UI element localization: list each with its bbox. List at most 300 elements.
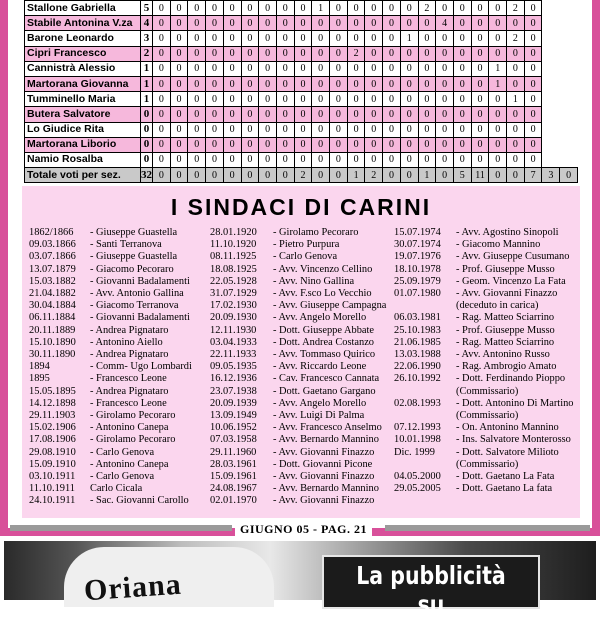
section-vote: 0 bbox=[418, 137, 436, 152]
mayor-name: - Avv. Bernardo Mannino bbox=[273, 434, 379, 446]
advert-brand: Oriana bbox=[82, 567, 183, 608]
section-vote: 0 bbox=[436, 152, 454, 167]
section-vote: 2 bbox=[294, 168, 312, 183]
mayor-name: (Commissario) bbox=[456, 458, 519, 470]
section-vote: 0 bbox=[188, 46, 206, 61]
section-vote: 0 bbox=[206, 168, 224, 183]
section-vote: 0 bbox=[347, 31, 365, 46]
advert-banner bbox=[4, 541, 596, 619]
section-vote: 0 bbox=[223, 168, 241, 183]
mayor-entry bbox=[210, 337, 386, 349]
mayors-column-3 bbox=[394, 227, 573, 495]
mayor-entry bbox=[29, 239, 192, 251]
section-vote: 0 bbox=[330, 152, 348, 167]
section-vote: 1 bbox=[489, 61, 507, 76]
section-vote: 0 bbox=[294, 137, 312, 152]
section-vote: 5 bbox=[453, 168, 471, 183]
mayor-date: 15.10.1890 bbox=[29, 336, 76, 348]
votes-row bbox=[25, 92, 578, 107]
mayor-name: - On. Antonino Mannino bbox=[456, 422, 559, 434]
mayor-name: - Antonino Aiello bbox=[90, 336, 163, 348]
section-vote: 0 bbox=[453, 122, 471, 137]
section-vote: 0 bbox=[259, 168, 277, 183]
mayor-entry bbox=[210, 227, 386, 239]
section-vote: 11 bbox=[471, 168, 489, 183]
section-vote: 0 bbox=[365, 137, 383, 152]
mayor-name: - Avv. Giuseppe Cusumano bbox=[456, 251, 570, 263]
mayor-date: 17.02.1930 bbox=[210, 300, 257, 312]
section-vote: 0 bbox=[170, 31, 188, 46]
section-vote: 0 bbox=[170, 137, 188, 152]
mayor-name: (Commissario) bbox=[456, 385, 519, 397]
section-vote: 0 bbox=[330, 107, 348, 122]
section-vote: 0 bbox=[276, 152, 294, 167]
section-vote: 0 bbox=[259, 31, 277, 46]
section-vote: 0 bbox=[507, 16, 525, 31]
section-vote: 0 bbox=[330, 46, 348, 61]
mayor-date: 26.10.1992 bbox=[394, 373, 441, 385]
section-vote: 0 bbox=[312, 46, 330, 61]
mayor-name: - Rag. Matteo Sciarrino bbox=[456, 336, 555, 348]
section-vote: 0 bbox=[365, 31, 383, 46]
mayor-entry bbox=[394, 264, 573, 276]
section-vote: 0 bbox=[188, 16, 206, 31]
section-vote: 0 bbox=[471, 61, 489, 76]
mayor-date: 08.11.1925 bbox=[210, 251, 257, 263]
votes-row bbox=[25, 152, 578, 167]
mayor-entry bbox=[394, 337, 573, 349]
section-vote: 0 bbox=[312, 152, 330, 167]
section-vote: 0 bbox=[223, 46, 241, 61]
mayor-entry bbox=[394, 239, 573, 251]
section-vote: 0 bbox=[400, 168, 418, 183]
section-vote: 0 bbox=[471, 152, 489, 167]
section-vote: 0 bbox=[365, 1, 383, 16]
section-vote: 0 bbox=[489, 137, 507, 152]
mayor-date: 15.07.1974 bbox=[394, 227, 441, 238]
section-vote: 0 bbox=[400, 46, 418, 61]
section-vote: 0 bbox=[453, 16, 471, 31]
section-vote: 0 bbox=[170, 107, 188, 122]
mayor-entry bbox=[29, 483, 192, 495]
mayor-entry bbox=[394, 410, 573, 422]
mayor-entry bbox=[29, 325, 192, 337]
mayor-entry bbox=[210, 300, 386, 312]
mayor-date: 10.01.1998 bbox=[394, 434, 441, 446]
section-vote: 0 bbox=[276, 76, 294, 91]
candidate-total: 2 bbox=[141, 46, 153, 61]
section-vote: 0 bbox=[383, 92, 401, 107]
section-vote: 0 bbox=[312, 107, 330, 122]
mayor-name: - Prof. Giuseppe Musso bbox=[456, 263, 555, 275]
section-vote: 0 bbox=[276, 137, 294, 152]
mayor-entry bbox=[394, 361, 573, 373]
section-vote: 0 bbox=[153, 152, 171, 167]
section-vote: 0 bbox=[170, 61, 188, 76]
section-vote: 0 bbox=[153, 92, 171, 107]
mayor-date: 1862/1866 bbox=[29, 227, 74, 238]
mayor-name: - Avv. Bernardo Mannino bbox=[273, 483, 379, 495]
mayor-date: 17.08.1906 bbox=[29, 434, 76, 446]
mayor-date: 07.12.1993 bbox=[394, 422, 441, 434]
mayor-date: 22.11.1933 bbox=[210, 349, 257, 361]
mayor-entry bbox=[210, 373, 386, 385]
section-vote: 0 bbox=[489, 1, 507, 16]
mayor-date: 01.07.1980 bbox=[394, 288, 441, 300]
mayor-entry bbox=[394, 312, 573, 324]
mayor-date: 13.09.1949 bbox=[210, 410, 257, 422]
section-vote: 0 bbox=[153, 31, 171, 46]
mayor-entry bbox=[29, 361, 192, 373]
section-vote: 0 bbox=[383, 122, 401, 137]
section-vote: 0 bbox=[400, 92, 418, 107]
candidate-name: Butera Salvatore bbox=[25, 107, 141, 122]
candidate-total: 4 bbox=[141, 16, 153, 31]
mayor-entry bbox=[394, 251, 573, 263]
section-vote: 0 bbox=[471, 46, 489, 61]
mayor-name: - Prof. Giuseppe Musso bbox=[456, 324, 555, 336]
section-vote: 0 bbox=[276, 168, 294, 183]
mayor-entry bbox=[210, 398, 386, 410]
section-vote: 0 bbox=[489, 152, 507, 167]
section-vote: 0 bbox=[507, 76, 525, 91]
section-vote: 0 bbox=[330, 92, 348, 107]
section-vote: 0 bbox=[524, 46, 542, 61]
section-vote: 0 bbox=[453, 61, 471, 76]
section-vote: 0 bbox=[153, 137, 171, 152]
mayor-date: 02.08.1993 bbox=[394, 397, 441, 409]
mayor-date: 20.11.1889 bbox=[29, 324, 76, 336]
mayor-name: - Dott. Andrea Costanzo bbox=[273, 336, 374, 348]
section-vote: 0 bbox=[294, 92, 312, 107]
mayor-name: - Avv. Luigi Di Palma bbox=[273, 410, 365, 422]
candidate-total: 1 bbox=[141, 76, 153, 91]
candidate-total: 3 bbox=[141, 31, 153, 46]
mayor-name: - Dott. Antonino Di Martino bbox=[456, 397, 574, 409]
mayor-entry bbox=[29, 276, 192, 288]
section-vote: 0 bbox=[400, 122, 418, 137]
mayor-date: 22.05.1928 bbox=[210, 275, 257, 287]
section-vote: 0 bbox=[418, 122, 436, 137]
mayor-name: - Avv. Giovanni Finazzo bbox=[273, 471, 375, 483]
mayor-name: - Sac. Giovanni Carollo bbox=[90, 495, 189, 507]
section-vote: 0 bbox=[365, 92, 383, 107]
mayor-entry bbox=[29, 422, 192, 434]
mayor-name: - Giovanni Badalamenti bbox=[90, 275, 190, 287]
mayor-entry bbox=[29, 434, 192, 446]
mayor-date: 03.10.1911 bbox=[29, 471, 76, 483]
section-vote: 0 bbox=[223, 152, 241, 167]
section-vote: 0 bbox=[436, 61, 454, 76]
mayor-date: 15.05.1895 bbox=[29, 385, 76, 397]
mayor-name: - Santi Terranova bbox=[90, 239, 162, 251]
mayor-name: - Francesco Leone bbox=[90, 373, 167, 385]
candidate-name: Martorana Giovanna bbox=[25, 76, 141, 91]
section-vote: 0 bbox=[383, 152, 401, 167]
section-vote: 0 bbox=[365, 152, 383, 167]
section-vote: 0 bbox=[170, 168, 188, 183]
mayor-name: - Girolamo Pecoraro bbox=[273, 227, 359, 238]
mayor-entry bbox=[210, 276, 386, 288]
section-vote: 0 bbox=[206, 122, 224, 137]
mayor-date bbox=[394, 386, 456, 398]
section-vote: 0 bbox=[241, 1, 259, 16]
mayor-entry bbox=[394, 447, 573, 459]
section-vote: 0 bbox=[153, 1, 171, 16]
candidate-name: Namio Rosalba bbox=[25, 152, 141, 167]
mayor-name: - Carlo Genova bbox=[273, 251, 338, 263]
section-vote: 0 bbox=[436, 107, 454, 122]
section-vote: 0 bbox=[507, 168, 525, 183]
section-vote: 0 bbox=[489, 31, 507, 46]
section-vote: 4 bbox=[436, 16, 454, 31]
section-vote: 0 bbox=[471, 1, 489, 16]
section-vote: 0 bbox=[223, 61, 241, 76]
section-vote: 0 bbox=[453, 92, 471, 107]
section-vote: 0 bbox=[418, 76, 436, 91]
candidate-name: Lo Giudice Rita bbox=[25, 122, 141, 137]
mayor-date bbox=[394, 459, 456, 471]
mayor-name: - Dott. Gaetano La fata bbox=[456, 483, 553, 495]
section-vote: 0 bbox=[206, 16, 224, 31]
section-vote: 0 bbox=[241, 46, 259, 61]
section-vote: 0 bbox=[471, 92, 489, 107]
section-vote: 0 bbox=[347, 92, 365, 107]
mayor-name: - Avv. F.sco Lo Vecchio bbox=[273, 288, 372, 300]
section-vote: 0 bbox=[276, 92, 294, 107]
mayor-entry bbox=[210, 459, 386, 471]
section-vote: 1 bbox=[489, 76, 507, 91]
section-vote: 0 bbox=[241, 61, 259, 76]
mayor-date: 25.10.1983 bbox=[394, 324, 441, 336]
candidate-name: Barone Leonardo bbox=[25, 31, 141, 46]
mayor-date: 15.02.1906 bbox=[29, 422, 76, 434]
mayor-entry bbox=[394, 434, 573, 446]
section-vote: 0 bbox=[188, 122, 206, 137]
mayor-entry bbox=[29, 251, 192, 263]
candidate-name: Cannistrà Alessio bbox=[25, 61, 141, 76]
mayor-entry bbox=[210, 471, 386, 483]
votes-row bbox=[25, 137, 578, 152]
mayor-name: - Antonino Canepa bbox=[90, 422, 169, 434]
mayor-entry bbox=[29, 300, 192, 312]
section-vote: 0 bbox=[507, 46, 525, 61]
mayor-name: - Giuseppe Guastella bbox=[90, 227, 178, 238]
mayor-date: 18.08.1925 bbox=[210, 263, 257, 275]
mayor-name: - Dott. Gaetano Gargano bbox=[273, 385, 376, 397]
mayor-name: (deceduto in carica) bbox=[456, 300, 539, 312]
section-vote: 0 bbox=[170, 152, 188, 167]
section-vote: 0 bbox=[153, 16, 171, 31]
section-vote: 0 bbox=[188, 1, 206, 16]
mayor-name: - Rag. Matteo Sciarrino bbox=[456, 312, 555, 324]
section-vote: 0 bbox=[524, 152, 542, 167]
section-vote: 0 bbox=[436, 137, 454, 152]
mayor-date: 15.09.1961 bbox=[210, 471, 257, 483]
section-vote: 0 bbox=[206, 92, 224, 107]
mayor-date: 29.11.1960 bbox=[210, 446, 257, 458]
mayor-entry bbox=[210, 422, 386, 434]
mayor-entry bbox=[210, 410, 386, 422]
section-vote: 0 bbox=[223, 1, 241, 16]
section-vote: 2 bbox=[418, 1, 436, 16]
mayor-date: 30.11.1890 bbox=[29, 349, 76, 361]
section-vote: 0 bbox=[312, 61, 330, 76]
section-vote: 0 bbox=[153, 168, 171, 183]
section-vote: 0 bbox=[400, 152, 418, 167]
section-vote: 0 bbox=[436, 1, 454, 16]
section-vote: 0 bbox=[170, 122, 188, 137]
section-vote: 0 bbox=[259, 76, 277, 91]
candidate-total: 0 bbox=[141, 107, 153, 122]
section-vote: 0 bbox=[241, 76, 259, 91]
section-vote: 0 bbox=[471, 137, 489, 152]
mayor-date: 31.07.1929 bbox=[210, 288, 257, 300]
section-vote: 0 bbox=[206, 137, 224, 152]
section-vote: 0 bbox=[418, 46, 436, 61]
mayor-name: - Dott. Ferdinando Pioppo bbox=[456, 373, 566, 385]
section-vote: 0 bbox=[188, 76, 206, 91]
section-vote: 0 bbox=[347, 122, 365, 137]
mayor-date: 22.06.1990 bbox=[394, 361, 441, 373]
section-vote: 0 bbox=[383, 107, 401, 122]
candidate-total: 0 bbox=[141, 137, 153, 152]
section-vote: 0 bbox=[418, 107, 436, 122]
mayor-entry bbox=[394, 386, 573, 398]
section-vote: 1 bbox=[312, 1, 330, 16]
mayor-entry bbox=[29, 459, 192, 471]
section-vote: 0 bbox=[507, 107, 525, 122]
section-vote: 0 bbox=[330, 168, 348, 183]
section-vote: 0 bbox=[206, 107, 224, 122]
section-vote: 0 bbox=[241, 137, 259, 152]
mayor-name: - Antonino Canepa bbox=[90, 458, 169, 470]
section-vote: 0 bbox=[418, 152, 436, 167]
mayor-date: 28.01.1920 bbox=[210, 227, 257, 238]
mayor-entry bbox=[29, 264, 192, 276]
section-vote: 0 bbox=[153, 61, 171, 76]
section-vote: 0 bbox=[276, 122, 294, 137]
votes-row bbox=[25, 122, 578, 137]
mayor-date: 13.03.1988 bbox=[394, 349, 441, 361]
mayor-entry bbox=[394, 349, 573, 361]
mayor-name: - Dott. Giovanni Picone bbox=[273, 458, 373, 470]
section-vote: 0 bbox=[188, 61, 206, 76]
mayor-date: 21.04.1882 bbox=[29, 288, 76, 300]
mayor-date: 21.06.1985 bbox=[394, 336, 441, 348]
section-vote: 0 bbox=[276, 31, 294, 46]
section-vote: 0 bbox=[365, 76, 383, 91]
section-vote: 0 bbox=[471, 16, 489, 31]
mayor-name: - Ins. Salvatore Monterosso bbox=[456, 434, 571, 446]
section-vote: 0 bbox=[223, 137, 241, 152]
mayor-name: - Girolamo Pecoraro bbox=[90, 410, 176, 422]
section-vote: 0 bbox=[330, 31, 348, 46]
mayor-name: - Avv. Giovanni Finazzo bbox=[273, 446, 375, 458]
section-vote: 0 bbox=[259, 16, 277, 31]
section-vote: 0 bbox=[276, 16, 294, 31]
mayor-entry bbox=[29, 312, 192, 324]
page-footer: GIUGNO 05 - PAG. 21 bbox=[235, 522, 372, 537]
mayor-name: - Andrea Pignataro bbox=[90, 324, 169, 336]
section-vote: 0 bbox=[383, 168, 401, 183]
mayor-date: 18.10.1978 bbox=[394, 263, 441, 275]
candidate-name: Totale voti per sez. bbox=[25, 168, 141, 183]
section-vote: 0 bbox=[489, 92, 507, 107]
mayor-entry bbox=[29, 410, 192, 422]
section-vote: 0 bbox=[206, 1, 224, 16]
section-vote: 0 bbox=[524, 1, 542, 16]
votes-row bbox=[25, 31, 578, 46]
mayor-name: - Avv. Angelo Morello bbox=[273, 312, 367, 324]
section-vote: 0 bbox=[276, 1, 294, 16]
mayor-entry bbox=[394, 471, 573, 483]
section-vote: 0 bbox=[383, 16, 401, 31]
mayors-panel bbox=[22, 186, 580, 518]
votes-row bbox=[25, 76, 578, 91]
mayor-date: 15.09.1910 bbox=[29, 458, 76, 470]
section-vote: 0 bbox=[330, 61, 348, 76]
mayor-entry bbox=[29, 288, 192, 300]
mayors-title: I SINDACI DI CARINI bbox=[170, 194, 432, 220]
section-vote: 0 bbox=[188, 152, 206, 167]
section-vote: 0 bbox=[347, 1, 365, 16]
candidate-total: 32 bbox=[141, 168, 153, 183]
section-vote: 0 bbox=[330, 76, 348, 91]
votes-total-row bbox=[25, 168, 578, 183]
mayor-name: - Giacomo Terranova bbox=[90, 300, 179, 312]
section-vote: 0 bbox=[241, 16, 259, 31]
section-vote: 0 bbox=[330, 1, 348, 16]
mayor-date: 20.09.1930 bbox=[210, 312, 257, 324]
section-vote: 0 bbox=[188, 168, 206, 183]
section-vote: 0 bbox=[347, 107, 365, 122]
mayor-entry bbox=[394, 459, 573, 471]
mayor-date: 29.05.2005 bbox=[394, 483, 441, 495]
section-vote: 0 bbox=[524, 31, 542, 46]
section-vote: 0 bbox=[276, 46, 294, 61]
mayor-name: - Avv. Riccardo Leone bbox=[273, 361, 367, 373]
mayor-name: - Pietro Purpura bbox=[273, 239, 340, 251]
mayor-name: - Dott. Salvatore Milioto bbox=[456, 446, 559, 458]
section-vote: 0 bbox=[400, 61, 418, 76]
section-vote: 0 bbox=[241, 107, 259, 122]
mayor-entry bbox=[29, 337, 192, 349]
mayor-entry bbox=[394, 422, 573, 434]
candidate-total: 1 bbox=[141, 92, 153, 107]
section-vote: 0 bbox=[365, 46, 383, 61]
section-vote: 0 bbox=[471, 31, 489, 46]
section-vote: 0 bbox=[383, 137, 401, 152]
mayor-name: - Giovanni Badalamenti bbox=[90, 312, 190, 324]
section-vote: 2 bbox=[347, 46, 365, 61]
section-vote: 0 bbox=[259, 152, 277, 167]
mayor-name: - Dott. Giuseppe Abbate bbox=[273, 324, 374, 336]
section-vote: 0 bbox=[294, 152, 312, 167]
mayor-date: 11.10.1911 bbox=[29, 483, 75, 495]
footer-bar-left bbox=[10, 525, 232, 531]
mayor-entry bbox=[29, 386, 192, 398]
mayor-name: - Cav. Francesco Cannata bbox=[273, 373, 380, 385]
section-vote: 0 bbox=[365, 122, 383, 137]
mayors-column-2 bbox=[210, 227, 386, 508]
section-vote: 0 bbox=[418, 92, 436, 107]
section-vote: 0 bbox=[241, 92, 259, 107]
mayor-entry bbox=[210, 312, 386, 324]
section-vote: 0 bbox=[223, 92, 241, 107]
section-vote: 0 bbox=[223, 31, 241, 46]
section-vote: 0 bbox=[276, 107, 294, 122]
